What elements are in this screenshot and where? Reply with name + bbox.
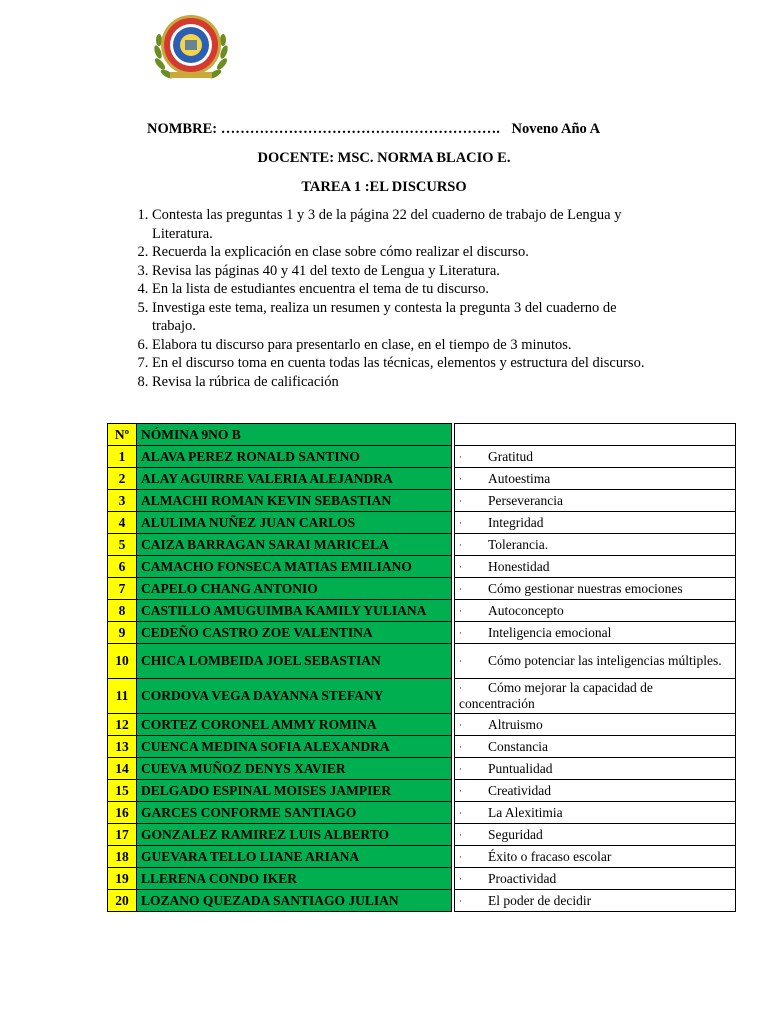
- table-row: [455, 600, 736, 622]
- table-row: [455, 534, 736, 556]
- row-number: 19: [108, 868, 137, 890]
- student-name: CAMACHO FONSECA MATIAS EMILIANO: [137, 556, 452, 578]
- row-number: 2: [108, 468, 137, 490]
- row-number: 1: [108, 446, 137, 468]
- row-number: 5: [108, 534, 137, 556]
- instruction-item: 1. Contesta las preguntas 1 y 3 de la página 22 del cuaderno de trabajo de Lengua y Literatura.: [152, 206, 652, 243]
- table-row: [108, 468, 452, 490]
- table-row: [455, 578, 736, 600]
- row-number: 14: [108, 758, 137, 780]
- bullet-icon: ·: [459, 539, 462, 550]
- table-header-row: [455, 424, 736, 446]
- speech-topic: [455, 622, 736, 644]
- table-row: [455, 556, 736, 578]
- bullet-icon: ·: [459, 683, 462, 693]
- row-number: 12: [108, 714, 137, 736]
- bullet-icon: ·: [459, 495, 462, 506]
- topic-text: Gratitud: [488, 448, 533, 464]
- topic-text: Autoestima: [488, 470, 551, 486]
- table-row: [108, 714, 452, 736]
- speech-topic: [455, 679, 736, 714]
- teacher-line: DOCENTE: MSC. NORMA BLACIO E.: [257, 150, 511, 166]
- bullet-icon: ·: [459, 851, 462, 862]
- table-row: [455, 679, 736, 714]
- row-number: 20: [108, 890, 137, 912]
- table-row: [108, 802, 452, 824]
- row-number: 17: [108, 824, 137, 846]
- header-name: NÓMINA 9NO B: [137, 424, 452, 446]
- topic-text: La Alexitimia: [488, 804, 563, 820]
- student-name: ALAY AGUIRRE VALERIA ALEJANDRA: [137, 468, 452, 490]
- row-number: 18: [108, 846, 137, 868]
- bullet-icon: ·: [459, 763, 462, 774]
- row-number: 6: [108, 556, 137, 578]
- speech-topic: [455, 780, 736, 802]
- table-row: [455, 802, 736, 824]
- bullet-icon: ·: [459, 807, 462, 818]
- table-row: [108, 868, 452, 890]
- table-row: [455, 868, 736, 890]
- speech-topic: [455, 490, 736, 512]
- empty-header-cell: [455, 424, 736, 446]
- instruction-item: 6. Elabora tu discurso para presentarlo en clase, en el tiempo de 3 minutos.: [152, 336, 652, 355]
- speech-topic: [455, 868, 736, 890]
- student-name: CORDOVA VEGA DAYANNA STEFANY: [137, 679, 452, 714]
- table-row: [455, 780, 736, 802]
- speech-topic: [455, 446, 736, 468]
- table-row: [455, 490, 736, 512]
- row-number: 15: [108, 780, 137, 802]
- topic-text: Inteligencia emocional: [488, 624, 612, 640]
- bullet-icon: ·: [459, 605, 462, 616]
- student-name: GARCES CONFORME SANTIAGO: [137, 802, 452, 824]
- speech-topic: [455, 468, 736, 490]
- grade-label: Noveno Año A: [511, 121, 601, 137]
- row-number: 11: [108, 679, 137, 714]
- student-name: CUENCA MEDINA SOFIA ALEXANDRA: [137, 736, 452, 758]
- bullet-icon: ·: [459, 656, 462, 666]
- student-name-line: [147, 121, 600, 138]
- student-name: CHICA LOMBEIDA JOEL SEBASTIAN: [137, 644, 452, 679]
- table-row: [108, 824, 452, 846]
- table-row: [455, 446, 736, 468]
- nombre-label: NOMBRE: ………………………………………………….: [147, 121, 500, 137]
- table-row: [455, 758, 736, 780]
- topic-text: Cómo mejorar la capacidad de concentración: [459, 680, 653, 711]
- student-name: CAIZA BARRAGAN SARAI MARICELA: [137, 534, 452, 556]
- instruction-item: 8. Revisa la rúbrica de calificación: [152, 373, 652, 392]
- table-row: [108, 780, 452, 802]
- row-number: 3: [108, 490, 137, 512]
- table-row: [108, 490, 452, 512]
- bullet-icon: ·: [459, 895, 462, 906]
- table-row: [108, 679, 452, 714]
- header-number: Nº: [108, 424, 137, 446]
- instruction-item: 2. Recuerda la explicación en clase sobre cómo realizar el discurso.: [152, 243, 652, 262]
- assignment-title: TAREA 1 :EL DISCURSO: [301, 179, 467, 195]
- speech-topic: [455, 512, 736, 534]
- topic-text: Creatividad: [488, 782, 551, 798]
- student-name: CUEVA MUÑOZ DENYS XAVIER: [137, 758, 452, 780]
- table-header-row: [108, 424, 452, 446]
- instruction-item: 5. Investiga este tema, realiza un resumen y contesta la pregunta 3 del cuaderno de trabajo.: [152, 299, 652, 336]
- instruction-item: 4. En la lista de estudiantes encuentra el tema de tu discurso.: [152, 280, 652, 299]
- speech-topic: [455, 578, 736, 600]
- row-number: 10: [108, 644, 137, 679]
- table-row: [455, 736, 736, 758]
- bullet-icon: ·: [459, 583, 462, 594]
- topic-text: Cómo potenciar las inteligencias múltiples.: [488, 653, 722, 668]
- school-seal-logo: [150, 12, 232, 84]
- table-row: [108, 512, 452, 534]
- instructions-list: [110, 206, 652, 391]
- speech-topic: [455, 758, 736, 780]
- topic-text: Puntualidad: [488, 760, 553, 776]
- student-name: GONZALEZ RAMIREZ LUIS ALBERTO: [137, 824, 452, 846]
- table-row: [108, 622, 452, 644]
- speech-topic: [455, 534, 736, 556]
- bullet-icon: ·: [459, 627, 462, 638]
- student-name: ALMACHI ROMAN KEVIN SEBASTIAN: [137, 490, 452, 512]
- student-name: ALAVA PEREZ RONALD SANTINO: [137, 446, 452, 468]
- table-row: [455, 824, 736, 846]
- topic-text: Perseverancia: [488, 492, 563, 508]
- table-row: [108, 890, 452, 912]
- topic-text: Honestidad: [488, 558, 550, 574]
- instruction-item: 7. En el discurso toma en cuenta todas las técnicas, elementos y estructura del discurso.: [152, 354, 652, 373]
- speech-topic: [455, 890, 736, 912]
- topic-text: Tolerancia.: [488, 536, 549, 552]
- table-row: [108, 446, 452, 468]
- row-number: 16: [108, 802, 137, 824]
- topic-text: Autoconcepto: [488, 602, 564, 618]
- bullet-icon: ·: [459, 561, 462, 572]
- topic-text: Cómo gestionar nuestras emociones: [488, 580, 683, 596]
- table-row: [108, 578, 452, 600]
- topic-text: El poder de decidir: [488, 892, 592, 908]
- bullet-icon: ·: [459, 829, 462, 840]
- student-list-table: [107, 423, 452, 912]
- student-name: DELGADO ESPINAL MOISES JAMPIER: [137, 780, 452, 802]
- bullet-icon: ·: [459, 719, 462, 730]
- topic-text: Integridad: [488, 514, 544, 530]
- table-row: [455, 846, 736, 868]
- instruction-item: 3. Revisa las páginas 40 y 41 del texto de Lengua y Literatura.: [152, 262, 652, 281]
- student-name: CEDEÑO CASTRO ZOE VALENTINA: [137, 622, 452, 644]
- row-number: 8: [108, 600, 137, 622]
- student-name: LLERENA CONDO IKER: [137, 868, 452, 890]
- bullet-icon: ·: [459, 785, 462, 796]
- student-name: CASTILLO AMUGUIMBA KAMILY YULIANA: [137, 600, 452, 622]
- student-name: CORTEZ CORONEL AMMY ROMINA: [137, 714, 452, 736]
- speech-topic: [455, 600, 736, 622]
- table-row: [108, 736, 452, 758]
- table-row: [455, 622, 736, 644]
- table-row: [455, 512, 736, 534]
- table-row: [108, 758, 452, 780]
- row-number: 4: [108, 512, 137, 534]
- bullet-icon: ·: [459, 473, 462, 484]
- table-row: [455, 714, 736, 736]
- bullet-icon: ·: [459, 741, 462, 752]
- row-number: 7: [108, 578, 137, 600]
- row-number: 9: [108, 622, 137, 644]
- speech-topic: [455, 714, 736, 736]
- bullet-icon: ·: [459, 873, 462, 884]
- speech-topic: [455, 644, 736, 679]
- table-row: [108, 644, 452, 679]
- topic-text: Altruismo: [488, 716, 543, 732]
- student-name: GUEVARA TELLO LIANE ARIANA: [137, 846, 452, 868]
- table-row: [108, 846, 452, 868]
- student-name: CAPELO CHANG ANTONIO: [137, 578, 452, 600]
- topic-text: Proactividad: [488, 870, 557, 886]
- table-row: [108, 600, 452, 622]
- table-row: [108, 556, 452, 578]
- student-name: LOZANO QUEZADA SANTIAGO JULIAN: [137, 890, 452, 912]
- table-row: [455, 644, 736, 679]
- speech-topic: [455, 846, 736, 868]
- table-row: [455, 890, 736, 912]
- bullet-icon: ·: [459, 451, 462, 462]
- speech-topic: [455, 556, 736, 578]
- speech-topic: [455, 802, 736, 824]
- speech-topic: [455, 824, 736, 846]
- table-row: [455, 468, 736, 490]
- student-name: ALULIMA NUÑEZ JUAN CARLOS: [137, 512, 452, 534]
- speech-topic: [455, 736, 736, 758]
- topic-text: Éxito o fracaso escolar: [488, 848, 612, 864]
- topic-list-table: [454, 423, 736, 912]
- table-row: [108, 534, 452, 556]
- row-number: 13: [108, 736, 137, 758]
- bullet-icon: ·: [459, 517, 462, 528]
- topic-text: Seguridad: [488, 826, 543, 842]
- topic-text: Constancia: [488, 738, 548, 754]
